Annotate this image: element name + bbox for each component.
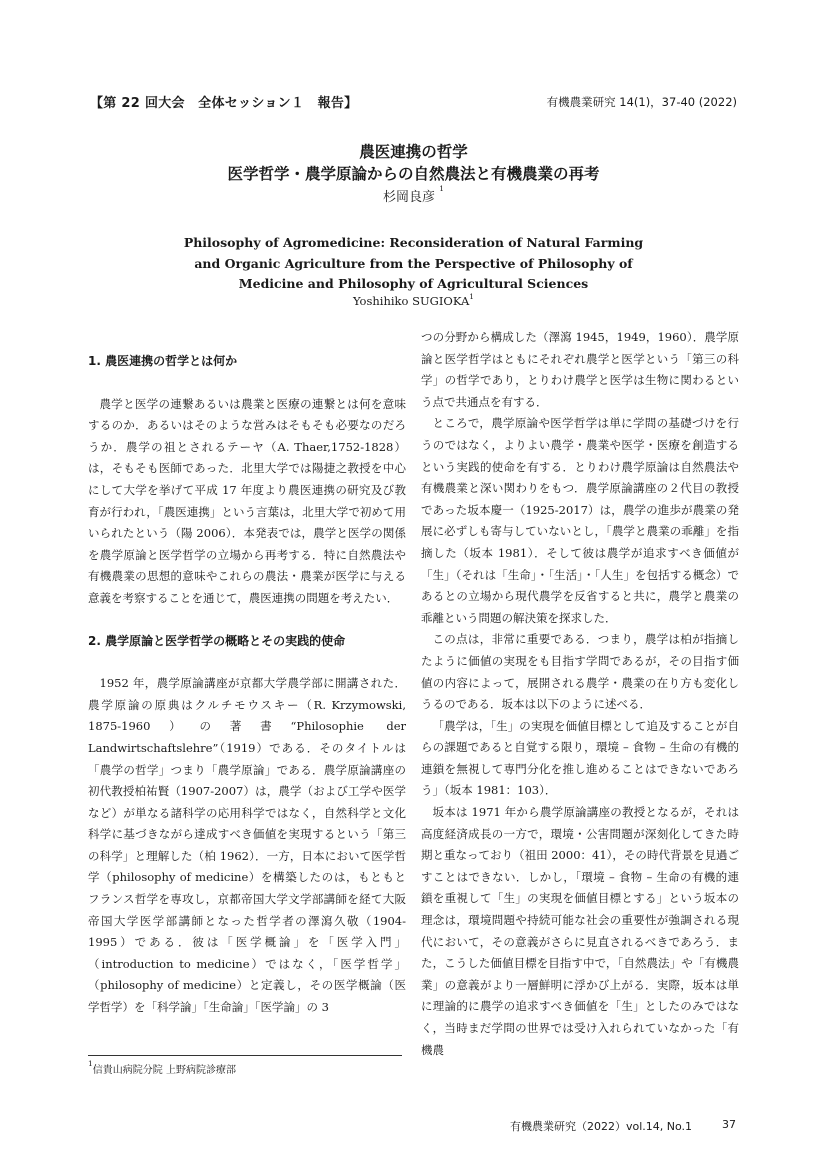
title-en-line2: and Organic Agriculture from the Perspective of Philosophy of (194, 255, 633, 271)
footnote (88, 1061, 236, 1076)
title-jp-line2: 医学哲学・農学原論からの自然農法と有機農業の再考 (227, 164, 600, 183)
session-label: 【第 22 回大会 全体セッション１ 報告】 (90, 96, 358, 111)
section2-heading: 2. 農学原論と医学哲学の概略とその実践的使命 (88, 633, 346, 648)
author-jp (90, 186, 737, 205)
right-column (421, 327, 739, 1061)
page-number: 37 (722, 1118, 736, 1131)
right-paragraph-2: ところで，農学原論や医学哲学は単に学問の基礎づけを行うのではなく，よりよい農学・農業や医学・医療を創造するという実践的使命を有する．とりわけ農学原論は自然農法や有機農業と深い関わりをもつ．農学原論講座の２代目の教授であった坂本慶一（1925-2017）は，農学の進歩が農業の発展に必ずしも寄与していないとし，「農学と農業の乖離」を指摘した（坂本 1981）．そして彼は農学が追求すべき価値が「生」（それは「生命」・「生活」・「人生」を包括する概念）であるとの立場から現代農学を反省すると共に，農学と農業の乖離という問題の解決策を探求した． (421, 416, 739, 625)
title-en (90, 233, 737, 295)
title-en-line3: Medicine and Philosophy of Agricultural Sciences (238, 276, 589, 291)
left-column (88, 327, 406, 1019)
right-paragraph-3: この点は，非常に重要である．つまり，農学は柏が指摘したように価値の実現をも目指す学問であるが，その目指す価値の内容によって，展開される農学・農業の在り方も変化しうるのである．坂本は以下のように述べる． (421, 632, 739, 712)
right-paragraph-1: つの分野から構成した（澤瀉 1945，1949，1960）．農学原論と医学哲学はともにそれぞれ農学と医学という「第三の科学」の哲学であり，とりわけ農学と医学は生物に関わるという点で共通点を有する． (421, 330, 739, 409)
right-quote: 「農学は，「生」の実現を価値目標として追及することが自らの課題であると自覚する限り，環境 – 食物 – 生命の有機的連鎖を無視して専門分化を推し進めることはできないであろう」（坂本 1981：103）． (421, 718, 739, 798)
author-en-affiliation-mark: 1 (469, 292, 475, 301)
author-jp-name: 杉岡良彦 (383, 190, 436, 205)
journal-citation: 有機農業研究 14(1)，37-40 (2022) (546, 95, 737, 109)
footnote-divider (88, 1055, 402, 1056)
footnote-text: 信貴山病院分院 上野病院診療部 (92, 1065, 236, 1076)
title-en-line1: Philosophy of Agromedicine: Reconsideration of Natural Farming (183, 235, 644, 250)
section1-paragraph: 農学と医学の連繋あるいは農業と医療の連繋とは何を意味するのか．あるいはそのような営みはそもそも必要なのだろうか．農学の祖とされるテーヤ（A. Thaer,1752-1828）は，そもそも医師であった．北里大学では陽捷之教授を中心にして大学を挙げて平成 17 年度より農医連携の研究及び教育が行われ，「農医連携」という言葉は，北里大学で初めて用いられたという（陽 2006）．本発表では，農学と医学の関係を農学原論と医学哲学の立場から再考する．特に自然農法や有機農業の思想的意味やこれらの農法・農業が医学に与える意義を考察することを通じて，農医連携の問題を考えたい． (88, 396, 406, 605)
title-jp-line1: 農医連携の哲学 (359, 142, 468, 161)
section1-heading: 1. 農医連携の哲学とは何か (88, 354, 238, 368)
footer-journal: 有機農業研究（2022）vol.14, No.1 (510, 1120, 693, 1133)
section2-paragraph: 1952 年，農学原論講座が京都大学農学部に開講された．農学原論の原典はクルチモウスキー（R. Krzymowski, 1875-1960）の著書“Philosophie der Landwirtschaftslehre”（1919）である．そのタイトルは「農学の哲学」つまり「農学原論」である．農学原論講座の初代教授柏祐賢（1907-2007）は，農学（および工学や医学など）が単なる諸科学の応用科学ではなく，自然科学と文化科学に基づきながら達成すべき価値を実現するという「第三の科学」と理解した（柏 1962）．一方，日本において医学哲学（philosophy of medicine）を構築したのは，もともとフランス哲学を専攻し，京都帝国大学文学部講師を経て大阪帝国大学医学部講師となった哲学者の澤瀉久敬（1904-1995）である．彼は「医学概論」を「医学入門」（introduction to medicine）ではなく，「医学哲学」（philosophy of medicine）と定義し，その医学概論（医学哲学）を「科学論」「生命論」「医学論」の 3 (88, 676, 406, 1015)
footnote-mark: 1 (88, 1059, 93, 1068)
author-jp-affiliation-mark: 1 (439, 184, 444, 193)
author-en (90, 294, 737, 308)
right-paragraph-4: 坂本は 1971 年から農学原論講座の教授となるが，それは高度経済成長の一方で，環境・公害問題が深刻化してきた時期と重なっており（祖田 2000：41），その時代背景を見過ごすことはできない．しかし，「環境 – 食物 – 生命の有機的連鎖を重視して「生」の実現を価値目標とする」という坂本の理念は，環境問題や持続可能な社会の重要性が強調される現代において，その意義がさらに見直されるべきであろう．また，こうした価値目標を目指す中で，「自然農法」や「有機農業」の意義がより一層鮮明に浮かび上がる．実際，坂本は単に理論的に農学の追求すべき価値を「生」としたのみではなく，当時まだ学問の世界では受け入れられていなかった「有機農 (421, 805, 739, 1057)
author-en-name: Yoshihiko SUGIOKA (352, 294, 470, 308)
